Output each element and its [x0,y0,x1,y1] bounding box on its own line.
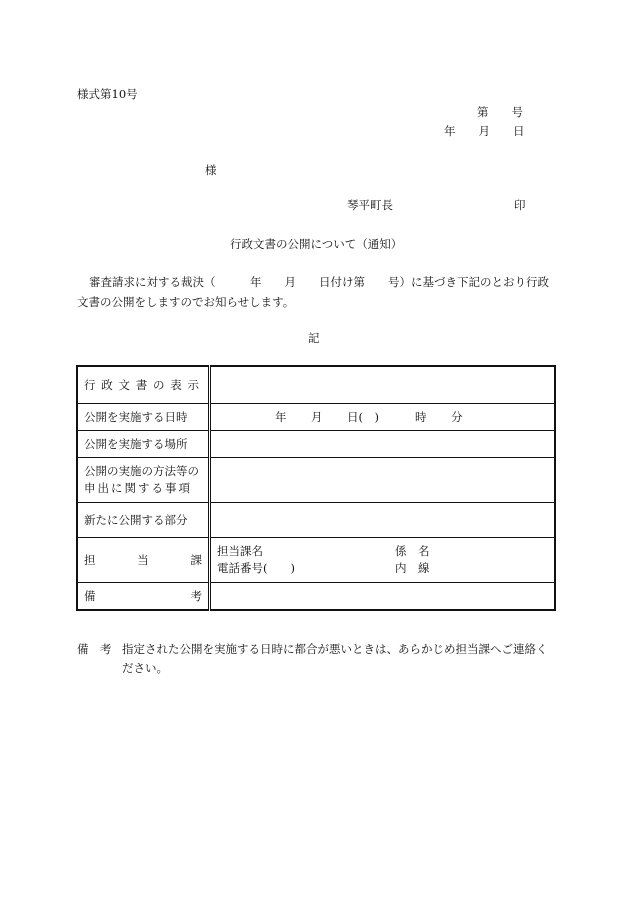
label-char: 表 [170,378,185,392]
table-row [77,538,555,583]
label-char: 文 [118,378,133,392]
row-label-new-part [77,503,210,538]
sender: 琴平町長 [347,198,393,212]
department-line-1 [217,543,548,560]
ki-heading: 記 [308,331,320,345]
body-paragraph [77,272,552,312]
notice-table [76,365,556,611]
label-char: 書 [135,378,151,392]
label-char: 課 [190,553,202,567]
day-label: 日( ) [347,410,379,424]
department-name-label: 担当課名 [217,544,263,558]
label-text [84,377,202,393]
table-row [77,366,555,404]
hour-label: 時 [415,410,427,424]
addressee: 様 [205,163,217,177]
schedule-fields [217,409,548,425]
label-char: 当 [137,553,149,567]
seal-mark: 印 [514,198,526,212]
year-label: 年 [275,410,287,424]
label-char: 担 [84,553,96,567]
table-row [77,404,555,431]
label-char: 備 [84,589,96,603]
row-label-datetime [77,404,210,431]
form-number: 様式第10号 [77,87,138,101]
label-text: 公開を実施する場所 [84,437,188,451]
row-label-place [77,431,210,458]
document-value-cell[interactable] [210,366,556,404]
label-line-2: 申出に関する事項 [84,481,192,495]
remarks-value-cell[interactable] [210,583,556,611]
date-line: 年 月 日 [444,124,525,138]
method-value-cell[interactable] [210,458,556,503]
footnote-text: 指定された公開を実施する日時に都合が悪いときは、あらかじめ担当課へご連絡ください。 [122,642,548,675]
label-text [84,463,202,497]
table-row [77,431,555,458]
new-part-value-cell[interactable] [210,503,556,538]
row-label-method [77,458,210,503]
footnote [77,640,557,678]
table-row [77,458,555,503]
document-title: 行政文書の公開について（通知） [230,237,403,251]
label-char: 政 [101,378,116,392]
row-label-remarks [77,583,210,611]
label-text [84,588,202,604]
department-value-cell[interactable] [210,538,556,583]
label-line-1: 公開の実施の方法等の [84,464,199,478]
label-char: 行 [84,378,99,392]
place-value-cell[interactable] [210,431,556,458]
staff-name-label: 係 名 [395,544,430,558]
document-number-line: 第 号 [477,105,523,119]
label-char: 考 [190,589,202,603]
phone-label: 電話番号( ) [217,561,295,575]
row-label-document [77,366,210,404]
footnote-label: 備 考 [77,642,112,656]
minute-label: 分 [451,410,463,424]
label-char: 示 [187,378,202,392]
label-text [84,552,202,568]
department-line-2 [217,560,548,577]
datetime-value-cell[interactable] [210,404,556,431]
label-text: 新たに公開する部分 [84,513,188,527]
label-char: の [153,378,168,392]
body-text: 審査請求に対する裁決（ 年 月 日付け第 号）に基づき下記のとおり行政文書の公開をしますのでお知らせします。 [77,275,549,309]
label-text: 公開を実施する日時 [84,410,188,424]
row-label-department [77,538,210,583]
table-row [77,503,555,538]
table-row [77,583,555,611]
extension-label: 内 線 [395,561,430,575]
month-label: 月 [311,410,323,424]
